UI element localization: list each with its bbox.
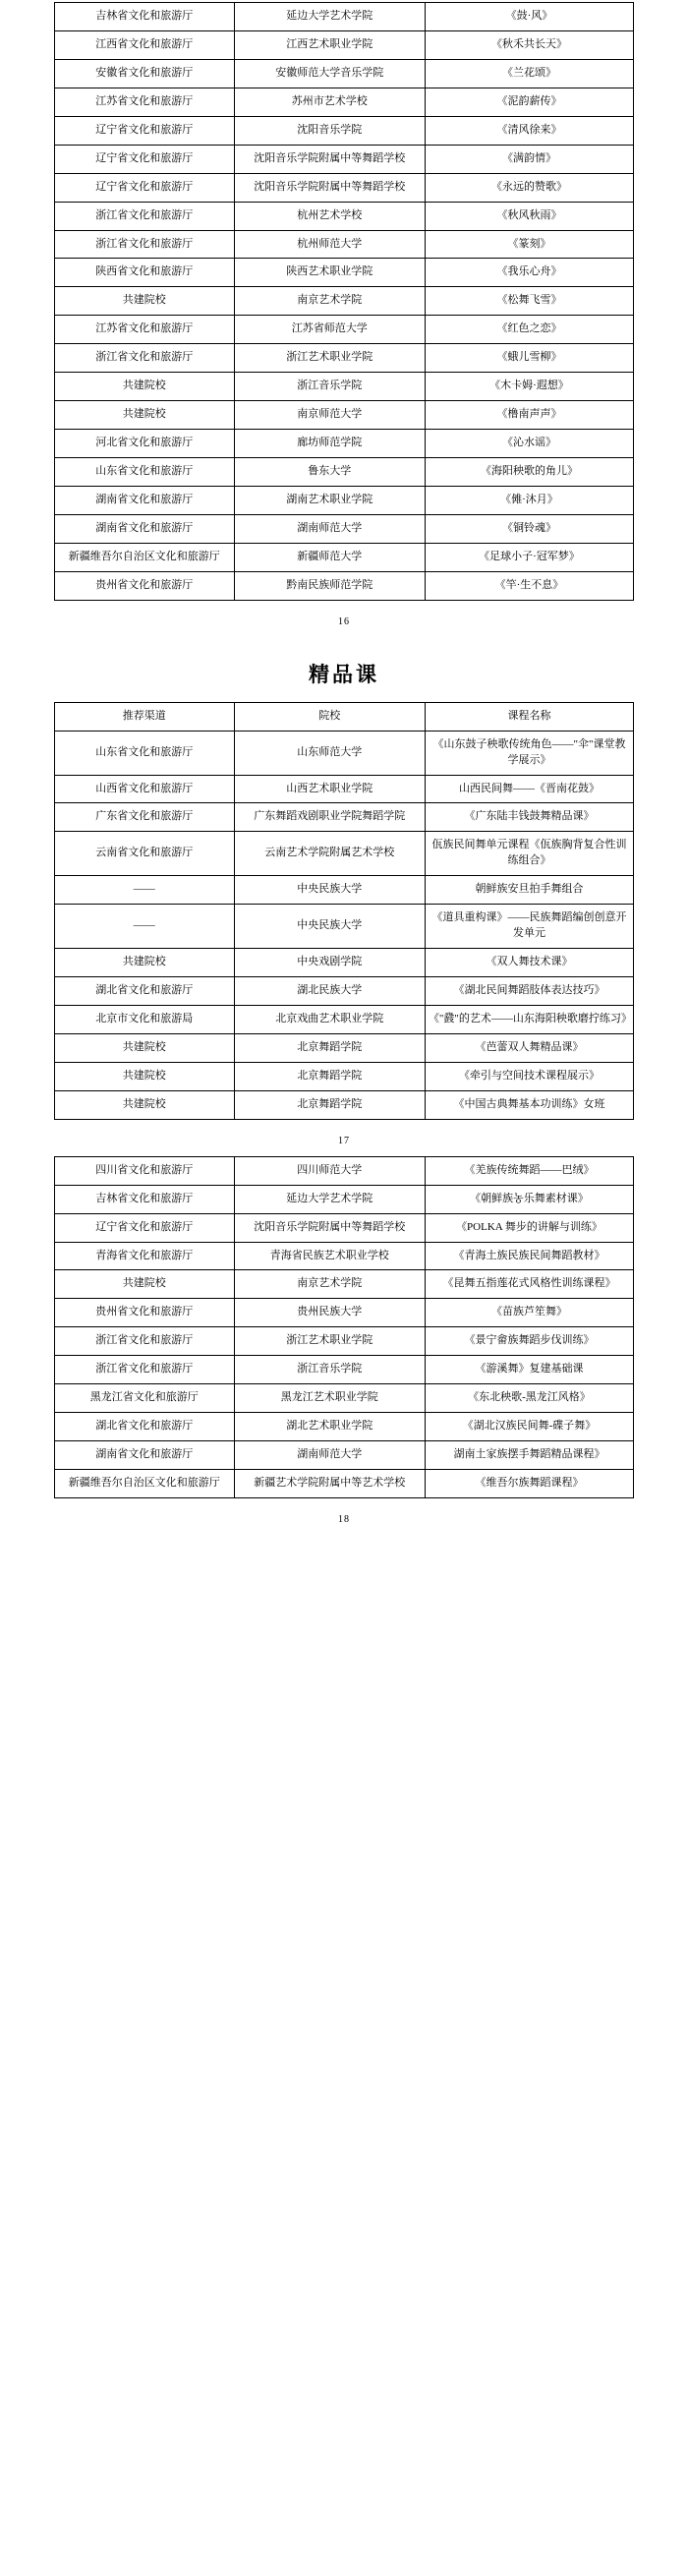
cell-course: 佤族民间舞单元课程《佤族胸背复合性训练组合》 [425,832,633,876]
table-row [55,116,634,145]
cell-title: 《红色之恋》 [425,316,633,344]
cell-channel: 江苏省文化和旅游厅 [55,88,235,116]
table-row [55,1270,634,1299]
cell-title: 《松舞飞雪》 [425,287,633,316]
table-row [55,832,634,876]
cell-institution: 山东师范大学 [234,731,425,775]
cell-channel: 河北省文化和旅游厅 [55,430,235,458]
page-number: 18 [338,1513,350,1525]
cell-institution: 江西艺术职业学院 [234,30,425,59]
table-row [55,803,634,832]
table-row [55,202,634,230]
cell-channel: 北京市文化和旅游局 [55,1005,235,1033]
cell-institution: 浙江艺术职业学院 [234,344,425,373]
document-page-17 [0,627,688,1146]
table-row [55,145,634,173]
cell-channel: 四川省文化和旅游厅 [55,1156,235,1185]
page-number: 16 [338,615,350,627]
cell-title: 《我乐心舟》 [425,259,633,287]
cell-title: 《海阳秧歌的角儿》 [425,458,633,487]
cell-institution: 黔南民族师范学院 [234,571,425,600]
table-row [55,1090,634,1119]
cell-title: 《蛾儿雪柳》 [425,344,633,373]
table-continued-list [54,2,634,601]
table-row [55,373,634,401]
cell-channel: 山东省文化和旅游厅 [55,458,235,487]
table-row [55,287,634,316]
cell-title: 《傩·沐月》 [425,486,633,514]
table-row [55,1356,634,1384]
table-row [55,259,634,287]
cell-institution: 沈阳音乐学院附属中等舞蹈学校 [234,145,425,173]
cell-title: 《秋禾共长天》 [425,30,633,59]
cell-institution: 湖北艺术职业学院 [234,1413,425,1441]
cell-channel: 江苏省文化和旅游厅 [55,316,235,344]
section-title: 精品课 [309,662,379,686]
cell-institution: 延边大学艺术学院 [234,1185,425,1213]
table-row [55,173,634,202]
cell-title: 《足球小子·冠军梦》 [425,543,633,571]
cell-institution: 廊坊师范学院 [234,430,425,458]
cell-institution: 浙江艺术职业学院 [234,1327,425,1356]
table-row [55,458,634,487]
cell-course: 《POLKA 舞步的讲解与训练》 [425,1213,633,1242]
cell-institution: 南京艺术学院 [234,287,425,316]
table-row [55,230,634,259]
table-row [55,1441,634,1470]
cell-channel: 共建院校 [55,1033,235,1062]
table-row [55,316,634,344]
table-row [55,486,634,514]
table-row [55,731,634,775]
cell-title: 《兰花颂》 [425,59,633,88]
table-row [55,1185,634,1213]
cell-course: 《东北秧歌-黑龙江风格》 [425,1384,633,1413]
cell-institution: 安徽师范大学音乐学院 [234,59,425,88]
cell-course: 《昆舞五指莲花式风格性训练课程》 [425,1270,633,1299]
cell-title: 《竿·生不息》 [425,571,633,600]
cell-channel: 辽宁省文化和旅游厅 [55,145,235,173]
cell-institution: 陕西艺术职业学院 [234,259,425,287]
document-page-16 [0,0,688,627]
cell-course: 朝鲜族安旦拍手舞组合 [425,876,633,905]
table-row [55,905,634,949]
cell-institution: 湖南师范大学 [234,514,425,543]
cell-course: 《山东鼓子秧歌传统角色——"伞"课堂教学展示》 [425,731,633,775]
cell-channel: 贵州省文化和旅游厅 [55,1299,235,1327]
cell-channel: 新疆维吾尔自治区文化和旅游厅 [55,1470,235,1498]
table-row [55,514,634,543]
cell-institution: 云南艺术学院附属艺术学校 [234,832,425,876]
table-row [55,543,634,571]
table-row [55,30,634,59]
cell-institution: 江苏省师范大学 [234,316,425,344]
header-course-name: 课程名称 [425,702,633,731]
cell-institution: 延边大学艺术学院 [234,3,425,31]
page-number: 17 [338,1135,350,1146]
cell-institution: 杭州师范大学 [234,230,425,259]
cell-channel: 山西省文化和旅游厅 [55,775,235,803]
cell-institution: 贵州民族大学 [234,1299,425,1327]
table-row [55,1033,634,1062]
table-row [55,3,634,31]
cell-institution: 新疆艺术学院附属中等艺术学校 [234,1470,425,1498]
table-body [55,1156,634,1497]
table-row [55,1062,634,1090]
cell-channel: 辽宁省文化和旅游厅 [55,1213,235,1242]
cell-channel: 湖北省文化和旅游厅 [55,977,235,1006]
cell-institution: 中央民族大学 [234,876,425,905]
cell-channel: 云南省文化和旅游厅 [55,832,235,876]
cell-course: 《中国古典舞基本功训练》女班 [425,1090,633,1119]
cell-channel: 黑龙江省文化和旅游厅 [55,1384,235,1413]
cell-institution: 广东舞蹈戏剧职业学院舞蹈学院 [234,803,425,832]
table-row [55,1242,634,1270]
cell-channel: 吉林省文化和旅游厅 [55,3,235,31]
table-row [55,571,634,600]
table-row [55,1156,634,1185]
table-premium-courses [54,702,634,1120]
cell-title: 《沁水谣》 [425,430,633,458]
cell-channel: 湖南省文化和旅游厅 [55,514,235,543]
cell-course: 《维吾尔族舞蹈课程》 [425,1470,633,1498]
cell-title: 《秋风秋雨》 [425,202,633,230]
cell-title: 《泥韵薪传》 [425,88,633,116]
table-row [55,775,634,803]
cell-channel: 湖南省文化和旅游厅 [55,1441,235,1470]
cell-channel: 浙江省文化和旅游厅 [55,1327,235,1356]
cell-institution: 浙江音乐学院 [234,373,425,401]
header-institution: 院校 [234,702,425,731]
table-premium-courses-continued [54,1156,634,1498]
table-body [55,3,634,601]
cell-institution: 南京师范大学 [234,401,425,430]
cell-channel: 浙江省文化和旅游厅 [55,1356,235,1384]
cell-institution: 浙江音乐学院 [234,1356,425,1384]
table-row [55,1005,634,1033]
table-row [55,1213,634,1242]
table-row [55,977,634,1006]
cell-channel: 湖北省文化和旅游厅 [55,1413,235,1441]
cell-institution: 新疆师范大学 [234,543,425,571]
table-row [55,949,634,977]
cell-channel: 浙江省文化和旅游厅 [55,230,235,259]
cell-title: 《铜铃魂》 [425,514,633,543]
cell-channel: 浙江省文化和旅游厅 [55,202,235,230]
cell-institution: 南京艺术学院 [234,1270,425,1299]
cell-course: 《牵引与空间技术课程展示》 [425,1062,633,1090]
cell-course: 《双人舞技术课》 [425,949,633,977]
table-row [55,1384,634,1413]
cell-institution: 北京戏曲艺术职业学院 [234,1005,425,1033]
cell-course: 《羌族传统舞蹈——巴绒》 [425,1156,633,1185]
table-row [55,401,634,430]
table-row [55,1299,634,1327]
cell-channel: 陕西省文化和旅游厅 [55,259,235,287]
cell-title: 《永远的赞歌》 [425,173,633,202]
cell-course: 《芭蕾双人舞精品课》 [425,1033,633,1062]
cell-institution: 苏州市艺术学校 [234,88,425,116]
table-row [55,876,634,905]
table-row [55,1470,634,1498]
cell-channel: 广东省文化和旅游厅 [55,803,235,832]
cell-channel: 共建院校 [55,287,235,316]
cell-institution: 北京舞蹈学院 [234,1062,425,1090]
cell-course: 《苗族芦笙舞》 [425,1299,633,1327]
table-body [55,731,634,1119]
cell-course: 山西民间舞——《晋南花鼓》 [425,775,633,803]
cell-course: 《朝鲜族농乐舞素材课》 [425,1185,633,1213]
cell-course: 《游溪舞》复建基础课 [425,1356,633,1384]
document-page-18 [0,1146,688,1525]
cell-channel: —— [55,905,235,949]
table-header [55,702,634,731]
cell-title: 《木卡姆·遐想》 [425,373,633,401]
cell-institution: 黑龙江艺术职业学院 [234,1384,425,1413]
cell-channel: —— [55,876,235,905]
cell-channel: 青海省文化和旅游厅 [55,1242,235,1270]
cell-institution: 沈阳音乐学院 [234,116,425,145]
cell-channel: 共建院校 [55,373,235,401]
cell-course: 湖南土家族摆手舞蹈精品课程》 [425,1441,633,1470]
cell-institution: 湖南艺术职业学院 [234,486,425,514]
table-row [55,430,634,458]
cell-institution: 杭州艺术学校 [234,202,425,230]
cell-channel: 浙江省文化和旅游厅 [55,344,235,373]
cell-institution: 沈阳音乐学院附属中等舞蹈学校 [234,1213,425,1242]
cell-channel: 江西省文化和旅游厅 [55,30,235,59]
cell-channel: 安徽省文化和旅游厅 [55,59,235,88]
cell-title: 《鼓·风》 [425,3,633,31]
cell-institution: 北京舞蹈学院 [234,1033,425,1062]
cell-course: 《青海土族民族民间舞蹈教材》 [425,1242,633,1270]
cell-course: 《道具重构课》——民族舞蹈编创创意开发单元 [425,905,633,949]
cell-course: 《景宁畲族舞蹈步伐训练》 [425,1327,633,1356]
cell-course: 《"鼗"的艺术——山东海阳秧歌磨拧练习》 [425,1005,633,1033]
cell-course: 《湖北汉族民间舞-碟子舞》 [425,1413,633,1441]
cell-channel: 辽宁省文化和旅游厅 [55,116,235,145]
table-header-row [55,702,634,731]
cell-channel: 共建院校 [55,1090,235,1119]
cell-channel: 共建院校 [55,1062,235,1090]
cell-institution: 山西艺术职业学院 [234,775,425,803]
cell-title: 《篆刻》 [425,230,633,259]
cell-course: 《湖北民间舞蹈肢体表达技巧》 [425,977,633,1006]
cell-institution: 鲁东大学 [234,458,425,487]
table-row [55,59,634,88]
cell-channel: 贵州省文化和旅游厅 [55,571,235,600]
cell-title: 《橹南声声》 [425,401,633,430]
cell-institution: 四川师范大学 [234,1156,425,1185]
cell-institution: 中央戏剧学院 [234,949,425,977]
header-channel: 推荐渠道 [55,702,235,731]
cell-institution: 青海省民族艺术职业学校 [234,1242,425,1270]
cell-institution: 湖南师范大学 [234,1441,425,1470]
cell-channel: 山东省文化和旅游厅 [55,731,235,775]
cell-title: 《清风徐来》 [425,116,633,145]
cell-channel: 辽宁省文化和旅游厅 [55,173,235,202]
table-row [55,1413,634,1441]
cell-channel: 湖南省文化和旅游厅 [55,486,235,514]
cell-course: 《广东陆丰钱鼓舞精品课》 [425,803,633,832]
cell-channel: 新疆维吾尔自治区文化和旅游厅 [55,543,235,571]
cell-title: 《满韵情》 [425,145,633,173]
table-row [55,344,634,373]
cell-channel: 共建院校 [55,401,235,430]
table-row [55,88,634,116]
table-row [55,1327,634,1356]
cell-channel: 共建院校 [55,1270,235,1299]
cell-channel: 吉林省文化和旅游厅 [55,1185,235,1213]
cell-institution: 中央民族大学 [234,905,425,949]
cell-institution: 北京舞蹈学院 [234,1090,425,1119]
cell-institution: 沈阳音乐学院附属中等舞蹈学校 [234,173,425,202]
cell-channel: 共建院校 [55,949,235,977]
cell-institution: 湖北民族大学 [234,977,425,1006]
